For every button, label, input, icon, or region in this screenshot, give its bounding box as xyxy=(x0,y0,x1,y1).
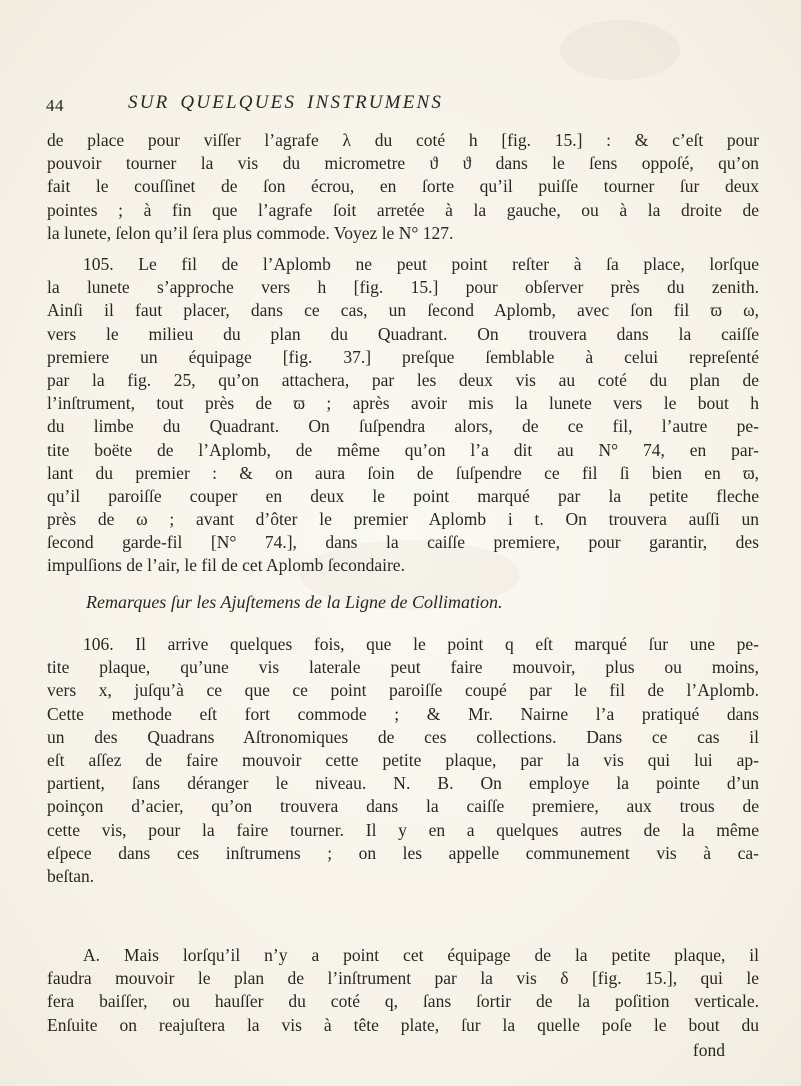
text-line: cette vis, pour la faire tourner. Il y en a quelques autres de la même xyxy=(47,819,759,840)
page-header xyxy=(46,92,766,122)
text-line: eſpece dans ces inſtrumens ; on les appelle communement vis à ca- xyxy=(47,842,759,863)
text-line: par la fig. 25, qu’on attachera, par les deux vis au coté du plan de xyxy=(47,369,759,390)
text-line: pouvoir tourner la vis du micrometre ϑ ϑ dans le ſens oppoſé, qu’on xyxy=(47,153,759,174)
text-line: premiere un équipage [fig. 37.] preſque ſemblable à celui repreſenté xyxy=(47,346,759,367)
text-line: Cette methode eſt fort commode ; & Mr. Nairne l’a pratiqué dans xyxy=(47,703,759,724)
text-line: du limbe du Quadrant. On ſuſpendra alors, de ce fil, l’autre pe- xyxy=(47,416,759,437)
text-line: poinçon d’acier, qu’on trouvera dans la caiſſe premiere, aux trous de xyxy=(47,796,759,817)
text-line: A. Mais lorſqu’il n’y a point cet équipage de la petite plaque, il xyxy=(83,945,759,965)
text-line: fera baiſſer, ou hauſſer du coté q, ſans ſortir de la poſition verticale. xyxy=(47,991,759,1012)
text-line: fait le couſſinet de ſon écrou, en ſorte qu’il puiſſe tourner ſur deux xyxy=(47,176,759,197)
text-line: près de ω ; avant d’ôter le premier Aplomb i t. On trouvera auſſi un xyxy=(47,509,759,530)
paragraph-105 xyxy=(47,253,759,578)
text-line: tite boëte de l’Aplomb, de même qu’on l’a dit au N° 74, en par- xyxy=(47,439,759,460)
text-line: lant du premier : & on aura ſoin de ſuſpendre ce fil ſi bien en ϖ, xyxy=(47,462,759,483)
text-line: eſt aſſez de faire mouvoir cette petite plaque, par la vis qui lui ap- xyxy=(47,749,759,770)
section-heading: Remarques ſur les Ajuſtemens de la Ligne de Collimation. xyxy=(86,592,503,612)
paper-stain xyxy=(560,20,680,80)
catchword: fond xyxy=(692,1040,725,1060)
paragraph-106 xyxy=(47,633,759,888)
text-line: un des Quadrans Aſtronomiques de ces collections. Dans ce cas il xyxy=(47,726,759,747)
text-line: vers x, juſqu’à ce que ce point paroiſſe coupé par le fil de l’Aplomb. xyxy=(47,680,759,701)
paragraph-1 xyxy=(47,129,759,245)
text-line: l’inſtrument, tout près de ϖ ; après avoir mis la lunete vers le bout h xyxy=(47,393,759,414)
text-line: impulſions de l’air, le fil de cet Aplomb ſecondaire. xyxy=(47,555,405,576)
text-line: pointes ; à fin que l’agrafe ſoit arretée à la gauche, ou à la droite de xyxy=(47,199,759,220)
text-line: faudra mouvoir le plan de l’inſtrument par la vis δ [fig. 15.], qui le xyxy=(47,968,759,989)
text-line: Ainſi il faut placer, dans ce cas, un ſecond Aplomb, avec ſon fil ϖ ω, xyxy=(47,300,759,321)
text-line: 106. Il arrive quelques fois, que le point q eſt marqué ſur une pe- xyxy=(83,634,759,654)
page-number: 44 xyxy=(46,96,64,115)
text-line: partient, ſans déranger le niveau. N. B. On employe la pointe d’un xyxy=(47,773,759,794)
text-line: de place pour viſſer l’agrafe λ du coté h [fig. 15.] : & c’eſt pour xyxy=(47,130,759,150)
text-line: ſecond garde-fil [N° 74.], dans la caiſſe premiere, pour garantir, des xyxy=(47,532,759,553)
paragraph-a xyxy=(47,944,759,1037)
text-line: 105. Le fil de l’Aplomb ne peut point reſter à ſa place, lorſque xyxy=(83,254,759,274)
text-line: beſtan. xyxy=(47,865,95,886)
text-line: qu’il paroiſſe couper en deux le point marqué par la petite fleche xyxy=(47,485,759,506)
text-line: tite plaque, qu’une vis laterale peut faire mouvoir, plus ou moins, xyxy=(47,657,759,678)
text-line: la lunete, ſelon qu’il ſera plus commode. Voyez le N° 127. xyxy=(47,222,454,243)
text-line: la lunete s’approche vers h [fig. 15.] pour obſerver près du zenith. xyxy=(47,277,759,298)
text-line: Enſuite on reajuſtera la vis à tête plate, ſur la quelle poſe le bout du xyxy=(47,1014,759,1035)
text-line: vers le milieu du plan du Quadrant. On trouvera dans la caiſſe xyxy=(47,323,759,344)
running-title: SUR QUELQUES INSTRUMENS xyxy=(128,92,444,113)
